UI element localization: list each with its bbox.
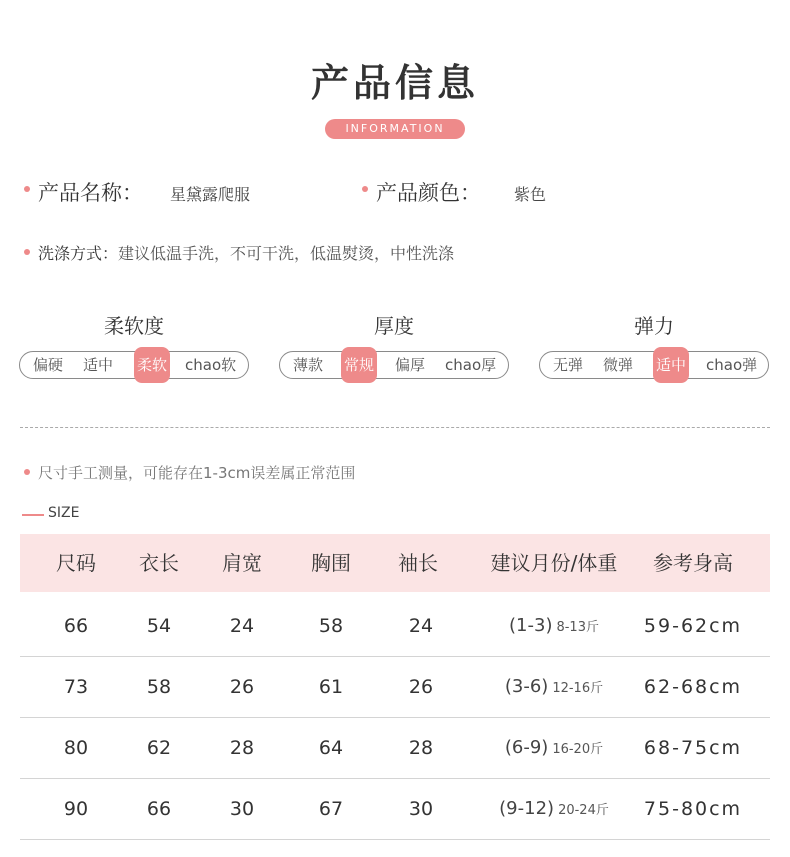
cell-months: (1-3) <box>509 615 553 636</box>
cell-weight: 12-16斤 <box>552 681 604 696</box>
elasticity-scale <box>539 351 769 379</box>
product-color-label: 产品颜色： <box>376 181 481 205</box>
size-table-header <box>20 534 770 592</box>
column-header: 胸围 <box>311 551 351 575</box>
cell-length: 54 <box>146 615 172 637</box>
cell-chest: 61 <box>318 676 344 698</box>
thickness-scale <box>279 351 509 379</box>
table-row <box>20 657 770 718</box>
information-badge: INFORMATION <box>325 119 465 139</box>
cell-size: 73 <box>63 676 89 698</box>
cell-height: 68-75cm <box>643 737 743 759</box>
cell-age-weight <box>474 596 634 658</box>
bullet-dot <box>24 249 30 255</box>
cell-length: 66 <box>146 798 172 820</box>
cell-sleeve: 24 <box>408 615 434 637</box>
thickness-option-selected: 常规 <box>341 347 377 383</box>
thickness-option: 薄款 <box>293 356 324 374</box>
thickness-option: 偏厚 <box>395 356 426 374</box>
cell-months: (9-12) <box>499 798 555 819</box>
table-row <box>20 718 770 779</box>
bullet-dot <box>362 186 368 192</box>
cell-chest: 58 <box>318 615 344 637</box>
cell-weight: 20-24斤 <box>558 803 609 818</box>
cell-sleeve: 26 <box>408 676 434 698</box>
softness-option-selected: 柔软 <box>134 347 170 383</box>
cell-shoulder: 24 <box>229 615 255 637</box>
bullet-dot <box>24 186 30 192</box>
cell-sleeve: 30 <box>408 798 434 820</box>
table-row <box>20 596 770 657</box>
column-header: 尺码 <box>56 551 96 575</box>
cell-size: 66 <box>63 615 89 637</box>
thickness-option: chao厚 <box>445 356 497 374</box>
elasticity-option: 微弹 <box>603 356 634 374</box>
cell-weight: 16-20斤 <box>552 742 604 757</box>
thickness-title: 厚度 <box>374 314 414 338</box>
column-header: 衣长 <box>139 551 179 575</box>
cell-shoulder: 26 <box>229 676 255 698</box>
softness-title: 柔软度 <box>104 314 164 338</box>
softness-scale <box>19 351 249 379</box>
column-header: 肩宽 <box>222 551 262 575</box>
cell-age-weight <box>474 779 634 841</box>
elasticity-title: 弹力 <box>634 314 674 338</box>
column-header: 建议月份/体重 <box>490 551 618 575</box>
wash-method-value: 建议低温手洗，不可干洗，低温熨烫，中性洗涤 <box>118 244 455 263</box>
cell-height: 75-80cm <box>643 798 743 820</box>
cell-length: 62 <box>146 737 172 759</box>
cell-age-weight <box>474 718 634 780</box>
measurement-note: 尺寸手工测量，可能存在1-3cm误差属正常范围 <box>38 464 356 482</box>
elasticity-option: 无弹 <box>553 356 584 374</box>
size-accent-line <box>22 514 44 516</box>
cell-height: 59-62cm <box>643 615 743 637</box>
bullet-dot <box>24 469 30 475</box>
cell-size: 90 <box>63 798 89 820</box>
cell-size: 80 <box>63 737 89 759</box>
cell-length: 58 <box>146 676 172 698</box>
cell-shoulder: 28 <box>229 737 255 759</box>
cell-height: 62-68cm <box>643 676 743 698</box>
cell-chest: 67 <box>318 798 344 820</box>
cell-weight: 8-13斤 <box>556 620 599 635</box>
cell-months: (3-6) <box>504 676 549 697</box>
wash-method <box>38 241 454 264</box>
cell-months: (6-9) <box>504 737 549 758</box>
softness-option: 适中 <box>83 356 114 374</box>
elasticity-option-selected: 适中 <box>653 347 689 383</box>
product-name-value: 星黛露爬服 <box>170 185 251 204</box>
cell-chest: 64 <box>318 737 344 759</box>
product-name-label: 产品名称： <box>38 181 143 205</box>
softness-option: chao软 <box>185 356 237 374</box>
product-color-value: 紫色 <box>514 185 547 204</box>
page-title: 产品信息 <box>310 61 479 105</box>
elasticity-option: chao弹 <box>706 356 758 374</box>
cell-age-weight <box>474 657 634 719</box>
softness-option: 偏硬 <box>33 356 64 374</box>
column-header: 袖长 <box>398 551 438 575</box>
cell-shoulder: 30 <box>229 798 255 820</box>
wash-method-label: 洗涤方式： <box>38 244 119 263</box>
column-header: 参考身高 <box>653 551 733 575</box>
size-label: SIZE <box>48 505 80 521</box>
table-row <box>20 779 770 840</box>
dashed-divider <box>20 427 770 428</box>
cell-sleeve: 28 <box>408 737 434 759</box>
